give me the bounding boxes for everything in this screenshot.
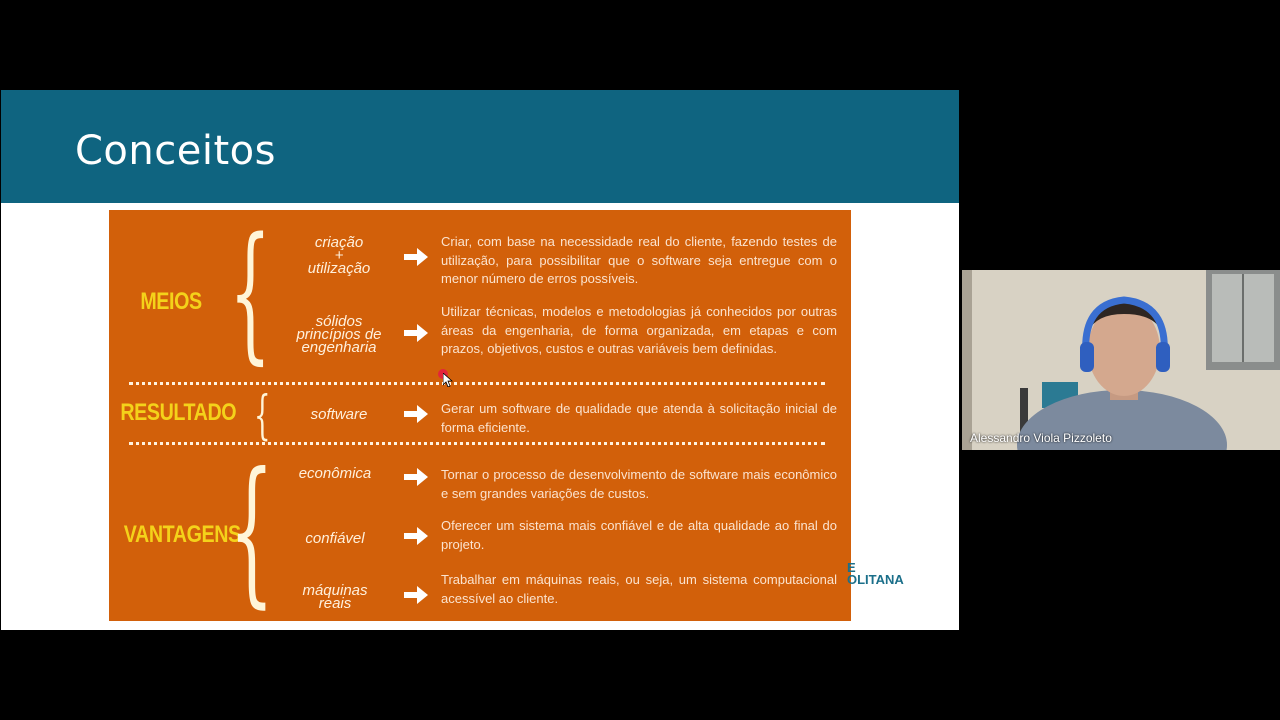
item-label-maquinas-reais: máquinas reais bbox=[302, 582, 368, 612]
item-description-solidos: Utilizar técnicas, modelos e metodologias já conhecidos por outras áreas da engenharia, de forma organizada, em etapas e com prazos, objetivos, custos e outras variáveis bem definidas. bbox=[441, 304, 837, 356]
item-description-criacao: Criar, com base na necessidade real do cliente, fazendo testes de utilização, para possibilitar que o software seja entregue com o menor número de erros possíveis. bbox=[441, 234, 837, 286]
item-description-software: Gerar um software de qualidade que atenda à solicitação inicial de forma eficiente. bbox=[441, 401, 837, 435]
arrow-right-icon bbox=[403, 322, 429, 344]
section-label-resultado: RESULTADO bbox=[120, 399, 237, 426]
slide-title: Conceitos bbox=[75, 128, 276, 174]
arrow-right-icon bbox=[403, 466, 429, 488]
mouse-cursor-icon bbox=[443, 373, 453, 387]
brace-resultado: { bbox=[254, 386, 271, 446]
participant-name-label: Alessandro Viola Pizzoleto bbox=[970, 431, 1112, 445]
section-label-meios: MEIOS bbox=[140, 288, 202, 315]
participant-video-feed bbox=[962, 270, 1280, 450]
item-description-confiavel: Oferecer um sistema mais confiável e de alta qualidade ao final do projeto. bbox=[441, 518, 837, 552]
item-label-software: software bbox=[310, 406, 368, 423]
brace-vantagens: { bbox=[229, 439, 275, 623]
section-label-vantagens: VANTAGENS bbox=[123, 521, 241, 548]
arrow-right-icon bbox=[403, 525, 429, 547]
item-label-confiavel: confiável bbox=[305, 530, 365, 547]
item-label-economica: econômica bbox=[298, 465, 372, 482]
slide-header bbox=[1, 90, 959, 203]
arrow-right-icon bbox=[403, 246, 429, 268]
item-description-maquinas-reais: Trabalhar em máquinas reais, ou seja, um sistema computacional acessível ao cliente. bbox=[441, 572, 837, 606]
arrow-right-icon bbox=[403, 403, 429, 425]
dotted-divider bbox=[129, 382, 825, 385]
concepts-diagram bbox=[109, 206, 851, 623]
participant-video-tile[interactable] bbox=[962, 270, 1280, 450]
arrow-right-icon bbox=[403, 584, 429, 606]
institution-logo-fragment: E OLITANA bbox=[847, 560, 904, 587]
item-label-solidos: sólidos princípios de engenharia bbox=[296, 313, 382, 356]
presentation-slide bbox=[1, 90, 959, 630]
item-label-criacao: criação + utilização bbox=[307, 234, 371, 277]
bottom-black-bar bbox=[0, 630, 960, 720]
item-description-economica: Tornar o processo de desenvolvimento de software mais econômico e sem grandes variações de custos. bbox=[441, 467, 837, 501]
brace-meios: { bbox=[229, 206, 272, 378]
